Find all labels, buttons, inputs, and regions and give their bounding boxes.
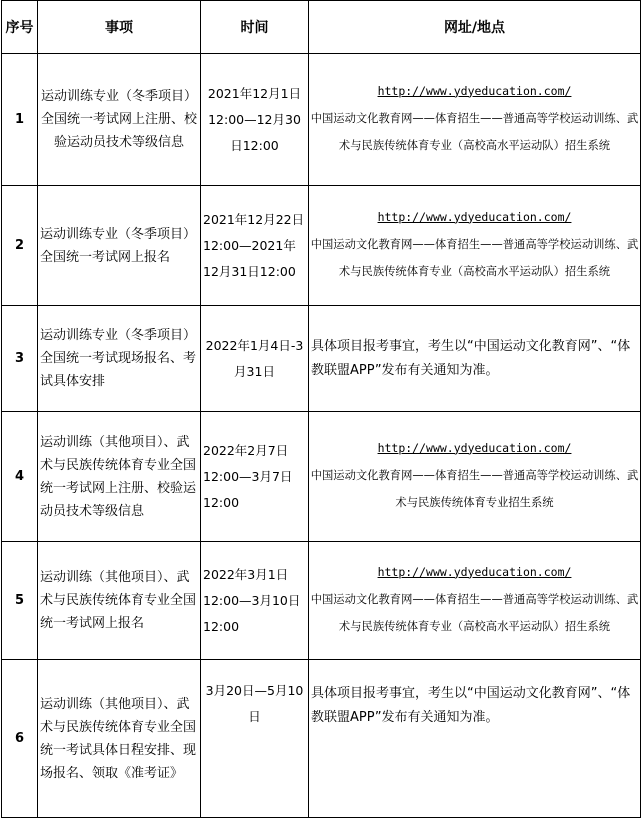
row-note: 具体项目报考事宜，考生以“中国运动文化教育网”、“体教联盟APP”发布有关通知为准。 [309,660,641,818]
website-link[interactable]: http://www.ydyeducation.com/ [377,564,572,579]
header-time: 时间 [201,1,309,54]
row-site [309,542,641,660]
table-row [2,542,641,660]
row-item: 运动训练（其他项目）、武术与民族传统体育专业全国统一考试网上报名 [38,542,201,660]
row-number: 6 [2,660,38,818]
row-note: 具体项目报考事宜，考生以“中国运动文化教育网”、“体教联盟APP”发布有关通知为准。 [309,306,641,412]
row-item: 运动训练专业（冬季项目）全国统一考试现场报名、考试具体安排 [38,306,201,412]
header-site: 网址/地点 [309,1,641,54]
site-path-text: 中国运动文化教育网——体育招生——普通高等学校运动训练、武术与民族传统体育专业招生系统 [310,468,639,509]
row-time: 2021年12月22日12:00—2021年12月31日12:00 [201,186,309,306]
row-number: 3 [2,306,38,412]
row-number: 1 [2,54,38,186]
row-item: 运动训练（其他项目）、武术与民族传统体育专业全国统一考试网上注册、校验运动员技术等级信息 [38,412,201,542]
site-path-text: 中国运动文化教育网——体育招生——普通高等学校运动训练、武术与民族传统体育专业（高校高水平运动队）招生系统 [310,592,639,633]
row-time: 2021年12月1日12:00—12月30日12:00 [201,54,309,186]
row-time: 2022年2月7日12:00—3月7日12:00 [201,412,309,542]
table-row [2,186,641,306]
table-row [2,306,641,412]
header-item: 事项 [38,1,201,54]
website-link[interactable]: http://www.ydyeducation.com/ [377,83,572,98]
row-number: 5 [2,542,38,660]
row-item: 运动训练专业（冬季项目）全国统一考试网上注册、校验运动员技术等级信息 [38,54,201,186]
website-link[interactable]: http://www.ydyeducation.com/ [377,440,572,455]
row-item: 运动训练专业（冬季项目）全国统一考试网上报名 [38,186,201,306]
table-row [2,660,641,818]
row-time: 2022年1月4日-3月31日 [201,306,309,412]
row-site [309,54,641,186]
table-row [2,412,641,542]
site-path-text: 中国运动文化教育网——体育招生——普通高等学校运动训练、武术与民族传统体育专业（高校高水平运动队）招生系统 [310,237,639,278]
row-site [309,412,641,542]
schedule-table [1,0,641,818]
row-time: 3月20日—5月10日 [201,660,309,818]
website-link[interactable]: http://www.ydyeducation.com/ [377,209,572,224]
header-num: 序号 [2,1,38,54]
row-time: 2022年3月1日12:00—3月10日12:00 [201,542,309,660]
site-path-text: 中国运动文化教育网——体育招生——普通高等学校运动训练、武术与民族传统体育专业（高校高水平运动队）招生系统 [310,111,639,152]
row-number: 4 [2,412,38,542]
row-site [309,186,641,306]
table-row [2,54,641,186]
row-item: 运动训练（其他项目）、武术与民族传统体育专业全国统一考试具体日程安排、现场报名、领取《准考证》 [38,660,201,818]
row-number: 2 [2,186,38,306]
table-header-row [2,1,641,54]
